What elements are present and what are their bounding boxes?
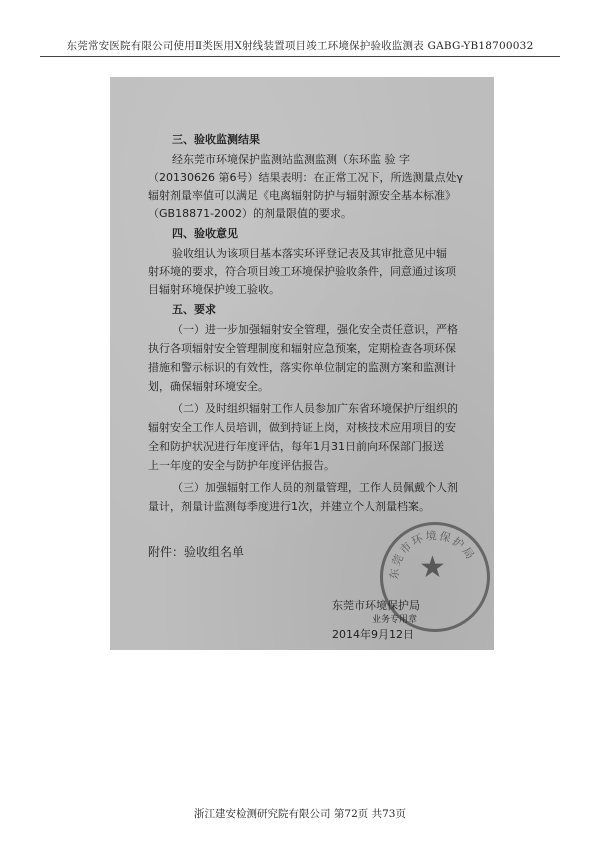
seal-subtitle: 业务专用章 [372, 615, 418, 625]
section3-title: 三、验收监测结果 [172, 133, 260, 146]
section5-title: 五、要求 [172, 303, 216, 316]
requirement-1-line: 划，确保辐射环境安全。 [148, 380, 269, 393]
star-icon: ★ [419, 550, 446, 585]
section3-line: 辐射剂量率值可以满足《电离辐射防护与辐射源安全基本标准》 [148, 189, 456, 202]
requirement-3-line: 量计，剂量计监测每季度进行1次，并建立个人剂量档案。 [148, 500, 430, 513]
seal-text: 东莞市环境保护局 [387, 529, 478, 581]
requirement-2-line: （二）及时组织辐射工作人员参加广东省环境保护厅组织的 [172, 402, 458, 415]
section4-line: 验收组认为该项目基本落实环评登记表及其审批意见中辐 [172, 247, 447, 260]
page-footer: 浙江建安检测研究院有限公司 第72页 共73页 [194, 808, 406, 820]
requirement-2-line: 上一年度的安全与防护年度评估报告。 [148, 459, 335, 472]
section3-line: （20130626 第6号）结果表明：在正常工况下，所选测量点处γ [148, 171, 463, 184]
section4-line: 射环境的要求，符合项目竣工环境保护验收条件，同意通过该项 [148, 265, 456, 278]
document-body [110, 77, 494, 650]
issuing-authority: 东莞市环境保护局 [332, 599, 420, 612]
requirement-3-line: （三）加强辐射工作人员的剂量管理，工作人员佩戴个人剂 [172, 481, 458, 494]
requirement-1-line: （一）进一步加强辐射安全管理，强化安全责任意识，严格 [172, 323, 458, 336]
requirement-1-line: 措施和警示标识的有效性，落实你单位制定的监测方案和监测计 [148, 361, 456, 374]
requirement-2-line: 全和防护状况进行年度评估，每年1月31日前向环保部门报送 [148, 440, 444, 453]
section3-line: （GB18871-2002）的剂量限值的要求。 [148, 207, 353, 220]
section4-line: 目辐射环境保护竣工验收。 [148, 283, 280, 296]
section4-title: 四、验收意见 [172, 227, 238, 240]
scanned-document [110, 77, 494, 650]
attachment-note: 附件：验收组名单 [148, 545, 245, 559]
report-header: 东莞常安医院有限公司使用Ⅱ类医用X射线装置项目竣工环境保护验收监测表 GABG-YB18700032 [66, 40, 534, 52]
section3-line: 经东莞市环境保护监测站监测监测（东环监 验 字 [172, 153, 410, 166]
requirement-2-line: 辐射安全工作人员培训，做到持证上岗，对核技术应用项目的安 [148, 421, 456, 434]
header-divider [40, 56, 560, 57]
requirement-1-line: 执行各项辐射安全管理制度和辐射应急预案，定期检查各项环保 [148, 342, 456, 355]
issue-date: 2014年9月12日 [332, 628, 414, 641]
